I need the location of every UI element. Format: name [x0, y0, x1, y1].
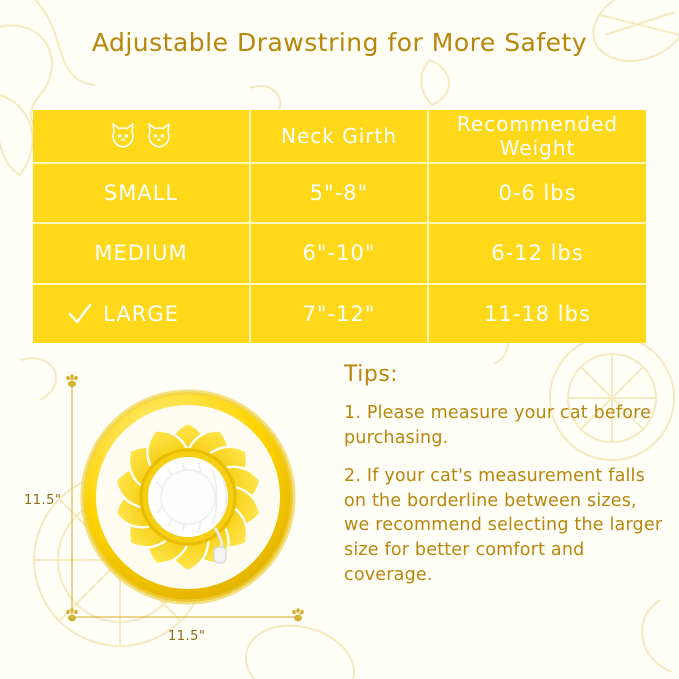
row-size-label: [33, 285, 249, 343]
table-header-sizes: [33, 110, 249, 162]
cat-head-icon: [146, 121, 172, 151]
row-size-label: SMALL: [103, 181, 179, 206]
row-size-text: LARGE: [103, 301, 179, 326]
row-neck-girth: 5"-8": [249, 164, 427, 222]
table-header-weight: Recommended Weight: [427, 110, 646, 162]
size-chart-table: [33, 110, 646, 343]
row-neck-girth: 7"-12": [249, 285, 427, 343]
dimension-vertical-label: 11.5": [24, 493, 62, 508]
table-header-neck-girth: Neck Girth: [249, 110, 427, 162]
tips-title: Tips:: [344, 362, 399, 387]
table-row[interactable]: [33, 162, 646, 222]
product-image: [78, 387, 298, 607]
row-neck-girth: 6"-10": [249, 224, 427, 282]
check-icon: [67, 301, 93, 327]
table-row-selected[interactable]: [33, 283, 646, 343]
tip-item: 2. If your cat's measurement falls on the borderline between sizes, we recommend selecting the larger size for better comfort and coverage.: [344, 465, 663, 586]
table-header-row: [33, 110, 646, 162]
row-weight: 0-6 lbs: [427, 164, 646, 222]
tips-section: [344, 362, 666, 601]
product-photo-area: [18, 365, 338, 665]
row-size-label: MEDIUM: [94, 241, 188, 266]
row-weight: 6-12 lbs: [427, 224, 646, 282]
row-weight: 11-18 lbs: [427, 285, 646, 343]
cat-head-icon: [110, 121, 136, 151]
tip-item: 1. Please measure your cat before purchasing.: [344, 403, 652, 448]
dimension-horizontal-label: 11.5": [168, 629, 206, 644]
table-row[interactable]: [33, 222, 646, 282]
page-title: Adjustable Drawstring for More Safety: [91, 28, 588, 57]
